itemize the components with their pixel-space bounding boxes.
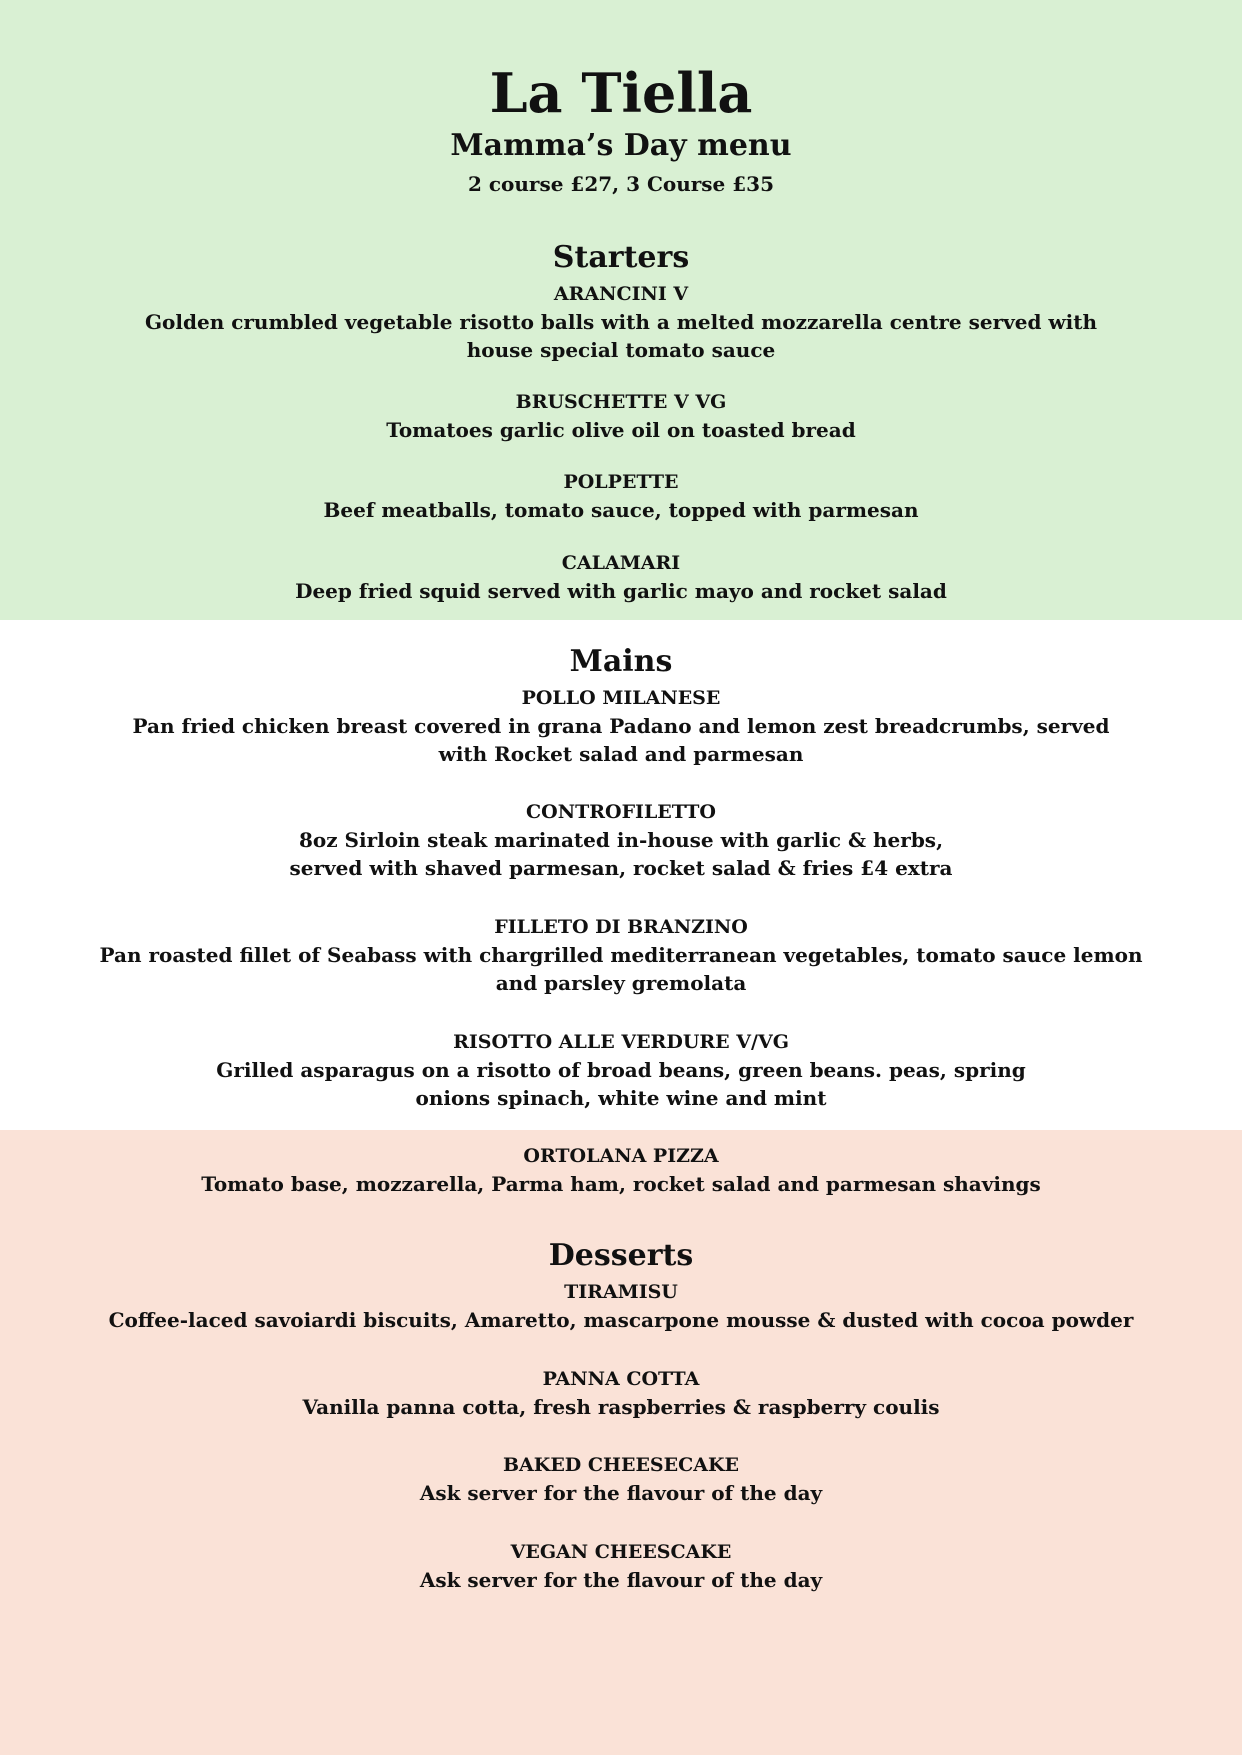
- dish-name: ARANCINI V: [553, 283, 689, 305]
- dish-name: PANNA COTTA: [542, 1368, 700, 1390]
- mains-heading: Mains: [569, 644, 673, 679]
- dish-baked-cheesecake: [0, 1451, 1242, 1507]
- dish-tiramisu: [0, 1278, 1242, 1334]
- dish-description: Ask server for the flavour of the day: [419, 1481, 823, 1505]
- dish-ortolana-pizza: [0, 1142, 1242, 1198]
- dish-description: Tomato base, mozzarella, Parma ham, rocket salad and parmesan shavings: [201, 1172, 1041, 1196]
- dish-panna-cotta: [0, 1365, 1242, 1421]
- dish-name: TIRAMISU: [564, 1281, 678, 1303]
- dish-risotto-alle-verdure: [0, 1028, 1242, 1112]
- dish-polpette: [0, 468, 1242, 524]
- dish-description: Tomatoes garlic olive oil on toasted bread: [386, 418, 856, 442]
- dish-name: FILLETO DI BRANZINO: [494, 916, 748, 938]
- dish-name: BRUSCHETTE V VG: [515, 391, 727, 413]
- dish-name: CONTROFILETTO: [526, 801, 716, 823]
- dish-bruschette: [0, 388, 1242, 444]
- dish-description: Pan roasted fillet of Seabass with chargrilled mediterranean vegetables, tomato sauce lemon and parsley gremolata: [99, 943, 1143, 995]
- dish-description: Beef meatballs, tomato sauce, topped with parmesan: [323, 498, 919, 522]
- dish-description: Vanilla panna cotta, fresh raspberries & raspberry coulis: [302, 1395, 940, 1419]
- dish-description: Ask server for the flavour of the day: [419, 1568, 823, 1592]
- dish-description: Coffee-laced savoiardi biscuits, Amaretto, mascarpone mousse & dusted with cocoa powder: [108, 1308, 1134, 1332]
- restaurant-title: La Tiella: [489, 61, 753, 125]
- menu-pricing: 2 course £27, 3 Course £35: [467, 172, 774, 196]
- dish-description: Grilled asparagus on a risotto of broad beans, green beans. peas, spring onions spinach, white wine and mint: [216, 1058, 1026, 1110]
- dish-name: POLPETTE: [563, 471, 679, 493]
- desserts-band: [0, 1130, 1242, 1755]
- dish-controfiletto: [0, 798, 1242, 882]
- dish-calamari: [0, 549, 1242, 605]
- dish-filleto-di-branzino: [0, 913, 1242, 997]
- dish-name: BAKED CHEESECAKE: [503, 1454, 739, 1476]
- dish-description: 8oz Sirloin steak marinated in-house with garlic & herbs, served with shaved parmesan, rocket salad & fries £4 extra: [289, 828, 953, 880]
- desserts-heading: Desserts: [548, 1238, 694, 1273]
- dish-description: Deep fried squid served with garlic mayo and rocket salad: [295, 579, 947, 603]
- dish-vegan-cheesecake: [0, 1538, 1242, 1594]
- dish-name: ORTOLANA PIZZA: [523, 1145, 719, 1167]
- dish-name: CALAMARI: [561, 552, 681, 574]
- dish-arancini: [0, 280, 1242, 364]
- dish-name: VEGAN CHEESCAKE: [510, 1541, 732, 1563]
- dish-name: RISOTTO ALLE VERDURE V/VG: [453, 1031, 789, 1053]
- menu-subtitle: Mamma’s Day menu: [450, 128, 792, 163]
- starters-heading: Starters: [552, 240, 690, 275]
- dish-pollo-milanese: [0, 684, 1242, 768]
- dish-description: Golden crumbled vegetable risotto balls with a melted mozzarella centre served with house special tomato sauce: [144, 310, 1098, 362]
- dish-description: Pan fried chicken breast covered in grana Padano and lemon zest breadcrumbs, served with Rocket salad and parmesan: [132, 714, 1110, 766]
- dish-name: POLLO MILANESE: [521, 687, 721, 709]
